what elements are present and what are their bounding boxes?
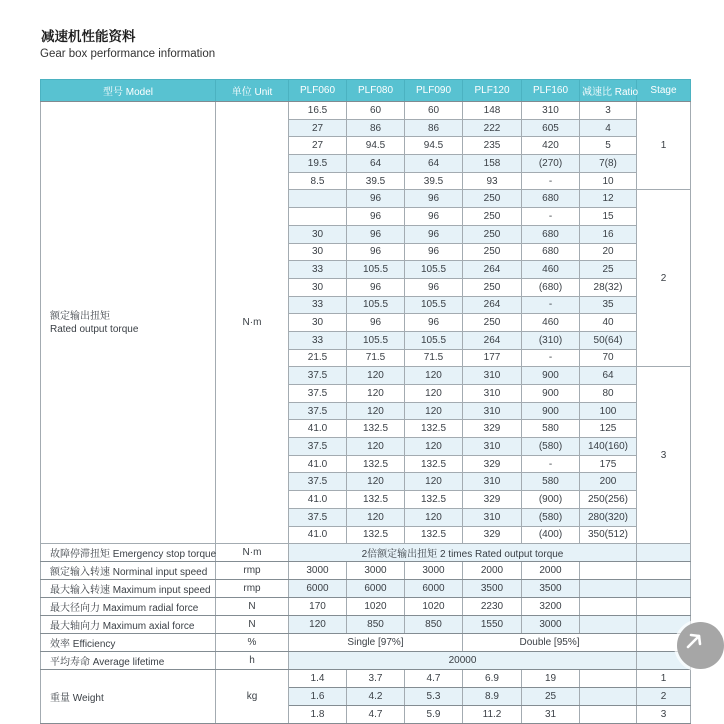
ratio-cell — [580, 688, 637, 706]
value-cell: 148 — [463, 102, 522, 120]
value-cell: 2000 — [522, 562, 580, 580]
value-cell: 19 — [522, 670, 580, 688]
value-cell: 93 — [463, 172, 522, 190]
value-cell: 605 — [522, 119, 580, 137]
spec-unit-cell: % — [216, 634, 289, 652]
stage-cell: 2 — [637, 688, 691, 706]
spec-unit-cell: rmp — [216, 562, 289, 580]
weight-label-cell: 重量 Weight — [41, 670, 216, 724]
value-cell: 33 — [289, 261, 347, 279]
value-cell — [289, 208, 347, 226]
value-cell: 158 — [463, 155, 522, 173]
value-cell: 580 — [522, 420, 580, 438]
stage-cell — [637, 598, 691, 616]
value-cell: 105.5 — [405, 296, 463, 314]
value-cell: - — [522, 208, 580, 226]
spec-label-cell: 额定输入转速 Norminal input speed — [41, 562, 216, 580]
value-cell: 329 — [463, 491, 522, 509]
table-row — [41, 634, 691, 652]
value-cell: 120 — [347, 508, 405, 526]
value-cell: 8.9 — [463, 688, 522, 706]
value-cell: 120 — [405, 367, 463, 385]
column-header-7: 减速比 Ratio — [580, 80, 637, 102]
value-cell: 94.5 — [347, 137, 405, 155]
value-cell: 96 — [347, 225, 405, 243]
value-cell: 41.0 — [289, 526, 347, 544]
value-cell: 11.2 — [463, 706, 522, 724]
value-cell: 30 — [289, 243, 347, 261]
ratio-cell: 280(320) — [580, 508, 637, 526]
page-title: 减速机性能资料 — [41, 29, 136, 44]
value-cell: 96 — [405, 314, 463, 332]
value-cell: 132.5 — [347, 455, 405, 473]
value-cell: 60 — [347, 102, 405, 120]
value-cell: 19.5 — [289, 155, 347, 173]
value-cell: 235 — [463, 137, 522, 155]
value-cell: 120 — [347, 385, 405, 403]
value-cell: - — [522, 349, 580, 367]
value-cell: 310 — [463, 367, 522, 385]
value-cell: - — [522, 455, 580, 473]
spec-unit-cell: N — [216, 616, 289, 634]
value-cell: 3500 — [522, 580, 580, 598]
value-cell: 1020 — [347, 598, 405, 616]
value-cell: 250 — [463, 225, 522, 243]
value-cell: 96 — [405, 208, 463, 226]
value-cell: 21.5 — [289, 349, 347, 367]
value-cell: (400) — [522, 526, 580, 544]
value-cell: 105.5 — [347, 261, 405, 279]
value-cell: 96 — [405, 243, 463, 261]
ratio-cell: 350(512) — [580, 526, 637, 544]
table-row — [41, 580, 691, 598]
table-body — [41, 102, 691, 724]
ratio-cell: 12 — [580, 190, 637, 208]
value-cell: 460 — [522, 314, 580, 332]
value-cell: 6000 — [289, 580, 347, 598]
value-cell: 1.4 — [289, 670, 347, 688]
value-cell: 86 — [405, 119, 463, 137]
value-cell: - — [522, 296, 580, 314]
value-cell: (580) — [522, 508, 580, 526]
value-cell: 105.5 — [405, 261, 463, 279]
value-cell: 5.9 — [405, 706, 463, 724]
value-cell: 222 — [463, 119, 522, 137]
ratio-cell: 200 — [580, 473, 637, 491]
value-cell: 680 — [522, 225, 580, 243]
value-cell: 250 — [463, 314, 522, 332]
stage-cell: 3 — [637, 706, 691, 724]
stage-cell: 2 — [637, 190, 691, 367]
spec-label-cell: 效率 Efficiency — [41, 634, 216, 652]
ratio-cell: 7(8) — [580, 155, 637, 173]
value-cell: (680) — [522, 278, 580, 296]
value-cell: 6000 — [347, 580, 405, 598]
ratio-cell: 5 — [580, 137, 637, 155]
stage-cell — [637, 580, 691, 598]
value-cell: 120 — [405, 508, 463, 526]
ratio-cell — [580, 670, 637, 688]
value-cell: 96 — [405, 278, 463, 296]
value-cell: 120 — [405, 402, 463, 420]
value-cell: 37.5 — [289, 508, 347, 526]
value-cell: (580) — [522, 438, 580, 456]
ratio-cell: 10 — [580, 172, 637, 190]
value-cell: 900 — [522, 385, 580, 403]
value-cell: 310 — [463, 385, 522, 403]
stage-cell — [637, 562, 691, 580]
value-cell: 31 — [522, 706, 580, 724]
value-cell: 310 — [463, 438, 522, 456]
value-cell: 177 — [463, 349, 522, 367]
value-cell: 96 — [405, 225, 463, 243]
value-cell: 310 — [463, 402, 522, 420]
ratio-cell: 3 — [580, 102, 637, 120]
value-cell: 580 — [522, 473, 580, 491]
value-cell: 64 — [347, 155, 405, 173]
value-cell: 105.5 — [347, 296, 405, 314]
weight-unit-cell: kg — [216, 670, 289, 724]
spec-unit-cell: h — [216, 652, 289, 670]
value-cell: 329 — [463, 420, 522, 438]
value-cell: 3000 — [289, 562, 347, 580]
value-cell: 96 — [347, 243, 405, 261]
value-cell: 86 — [347, 119, 405, 137]
table-container — [40, 79, 690, 724]
torque-label-cell — [41, 102, 216, 544]
ratio-cell: 125 — [580, 420, 637, 438]
value-cell: 170 — [289, 598, 347, 616]
spec-unit-cell: rmp — [216, 580, 289, 598]
spec-split-cell: Single [97%] — [289, 634, 463, 652]
value-cell: 16.5 — [289, 102, 347, 120]
value-cell: 33 — [289, 296, 347, 314]
value-cell: 6000 — [405, 580, 463, 598]
ratio-cell: 140(160) — [580, 438, 637, 456]
value-cell: 264 — [463, 296, 522, 314]
value-cell: 33 — [289, 331, 347, 349]
ratio-cell: 4 — [580, 119, 637, 137]
value-cell: 39.5 — [405, 172, 463, 190]
value-cell: 264 — [463, 331, 522, 349]
ratio-cell: 50(64) — [580, 331, 637, 349]
value-cell: 96 — [347, 314, 405, 332]
column-header-5: PLF120 — [463, 80, 522, 102]
ratio-cell: 250(256) — [580, 491, 637, 509]
ratio-cell: 64 — [580, 367, 637, 385]
value-cell: 37.5 — [289, 402, 347, 420]
value-cell: 5.3 — [405, 688, 463, 706]
value-cell: 310 — [463, 508, 522, 526]
value-cell: 94.5 — [405, 137, 463, 155]
ratio-cell: 15 — [580, 208, 637, 226]
value-cell: (310) — [522, 331, 580, 349]
spec-label-cell: 最大轴向力 Maximum axial force — [41, 616, 216, 634]
ratio-cell — [580, 598, 637, 616]
stage-cell: 1 — [637, 102, 691, 190]
value-cell: 420 — [522, 137, 580, 155]
value-cell: 105.5 — [405, 331, 463, 349]
column-header-8: Stage — [637, 80, 691, 102]
value-cell: 680 — [522, 243, 580, 261]
value-cell: 329 — [463, 526, 522, 544]
value-cell: 4.2 — [347, 688, 405, 706]
value-cell: 41.0 — [289, 420, 347, 438]
value-cell: 60 — [405, 102, 463, 120]
ratio-cell: 25 — [580, 261, 637, 279]
ratio-cell: 35 — [580, 296, 637, 314]
value-cell: 6.9 — [463, 670, 522, 688]
scroll-top-button[interactable] — [677, 622, 724, 669]
value-cell: 250 — [463, 278, 522, 296]
value-cell: 132.5 — [347, 420, 405, 438]
value-cell: 120 — [405, 385, 463, 403]
ratio-cell — [580, 580, 637, 598]
value-cell: 120 — [347, 367, 405, 385]
table-row — [41, 544, 691, 562]
ratio-cell: 20 — [580, 243, 637, 261]
value-cell: 680 — [522, 190, 580, 208]
column-header-3: PLF080 — [347, 80, 405, 102]
column-header-0: 型号 Model — [41, 80, 216, 102]
value-cell: - — [522, 172, 580, 190]
value-cell: 27 — [289, 137, 347, 155]
ratio-cell: 100 — [580, 402, 637, 420]
value-cell: 120 — [405, 473, 463, 491]
performance-table — [40, 79, 691, 724]
torque-unit-cell: N·m — [216, 102, 289, 544]
ratio-cell — [580, 562, 637, 580]
value-cell: 3500 — [463, 580, 522, 598]
value-cell: 41.0 — [289, 491, 347, 509]
value-cell: 1550 — [463, 616, 522, 634]
value-cell: 41.0 — [289, 455, 347, 473]
table-row — [41, 598, 691, 616]
value-cell: 2230 — [463, 598, 522, 616]
value-cell: 8.5 — [289, 172, 347, 190]
table-row — [41, 616, 691, 634]
ratio-cell: 16 — [580, 225, 637, 243]
ratio-cell: 80 — [580, 385, 637, 403]
spec-label-cell: 故障停滞扭矩 Emergency stop torque — [41, 544, 216, 562]
ratio-cell: 70 — [580, 349, 637, 367]
value-cell: 25 — [522, 688, 580, 706]
ratio-cell: 28(32) — [580, 278, 637, 296]
spec-merged-cell: 20000 — [289, 652, 637, 670]
ratio-cell: 40 — [580, 314, 637, 332]
ratio-cell: 175 — [580, 455, 637, 473]
value-cell: 27 — [289, 119, 347, 137]
value-cell: 900 — [522, 402, 580, 420]
value-cell: 1.6 — [289, 688, 347, 706]
value-cell: 37.5 — [289, 385, 347, 403]
value-cell: 96 — [405, 190, 463, 208]
value-cell: 132.5 — [405, 491, 463, 509]
value-cell: 3000 — [347, 562, 405, 580]
value-cell: 71.5 — [405, 349, 463, 367]
value-cell: 71.5 — [347, 349, 405, 367]
value-cell: 250 — [463, 243, 522, 261]
table-header — [41, 80, 691, 102]
ratio-cell — [580, 706, 637, 724]
value-cell: 132.5 — [347, 491, 405, 509]
spec-unit-cell: N·m — [216, 544, 289, 562]
value-cell: 120 — [405, 438, 463, 456]
spec-split-cell: Double [95%] — [463, 634, 637, 652]
value-cell: 310 — [522, 102, 580, 120]
spec-label-cell: 最大径向力 Maximum radial force — [41, 598, 216, 616]
value-cell: 96 — [347, 278, 405, 296]
value-cell: 132.5 — [405, 526, 463, 544]
ratio-cell — [580, 616, 637, 634]
value-cell: 4.7 — [405, 670, 463, 688]
value-cell: 64 — [405, 155, 463, 173]
spec-label-cell: 最大输入转速 Maximum input speed — [41, 580, 216, 598]
page-subtitle: Gear box performance information — [40, 48, 216, 60]
value-cell: 250 — [463, 208, 522, 226]
value-cell: 264 — [463, 261, 522, 279]
value-cell: 3.7 — [347, 670, 405, 688]
value-cell: 3000 — [405, 562, 463, 580]
value-cell: 132.5 — [405, 420, 463, 438]
header-row — [41, 80, 691, 102]
value-cell: 120 — [347, 473, 405, 491]
stage-cell: 1 — [637, 670, 691, 688]
value-cell: 96 — [347, 208, 405, 226]
table-row — [41, 102, 691, 120]
value-cell: 329 — [463, 455, 522, 473]
spec-unit-cell: N — [216, 598, 289, 616]
value-cell: 1020 — [405, 598, 463, 616]
value-cell: 39.5 — [347, 172, 405, 190]
value-cell: 132.5 — [347, 526, 405, 544]
value-cell: 250 — [463, 190, 522, 208]
value-cell: 460 — [522, 261, 580, 279]
value-cell: 900 — [522, 367, 580, 385]
value-cell: 310 — [463, 473, 522, 491]
spec-label-cell: 平均寿命 Average lifetime — [41, 652, 216, 670]
value-cell: 120 — [347, 438, 405, 456]
column-header-1: 单位 Unit — [216, 80, 289, 102]
value-cell: 120 — [289, 616, 347, 634]
value-cell: (270) — [522, 155, 580, 173]
value-cell: 30 — [289, 225, 347, 243]
value-cell: 30 — [289, 278, 347, 296]
spec-merged-cell: 2倍额定输出扭矩 2 times Rated output torque — [289, 544, 637, 562]
value-cell: 37.5 — [289, 438, 347, 456]
value-cell: 120 — [347, 402, 405, 420]
column-header-2: PLF060 — [289, 80, 347, 102]
value-cell: 30 — [289, 314, 347, 332]
value-cell — [289, 190, 347, 208]
torque-label-cn: 额定输出扭矩 — [50, 310, 110, 322]
value-cell: (900) — [522, 491, 580, 509]
value-cell: 850 — [405, 616, 463, 634]
value-cell: 850 — [347, 616, 405, 634]
value-cell: 105.5 — [347, 331, 405, 349]
value-cell: 132.5 — [405, 455, 463, 473]
stage-cell — [637, 544, 691, 562]
stage-cell: 3 — [637, 367, 691, 544]
value-cell: 2000 — [463, 562, 522, 580]
torque-label-en: Rated output torque — [50, 323, 139, 335]
table-row — [41, 562, 691, 580]
column-header-4: PLF090 — [405, 80, 463, 102]
table-row — [41, 670, 691, 688]
value-cell: 96 — [347, 190, 405, 208]
column-header-6: PLF160 — [522, 80, 580, 102]
table-row — [41, 652, 691, 670]
value-cell: 3000 — [522, 616, 580, 634]
value-cell: 4.7 — [347, 706, 405, 724]
value-cell: 37.5 — [289, 473, 347, 491]
value-cell: 1.8 — [289, 706, 347, 724]
value-cell: 3200 — [522, 598, 580, 616]
value-cell: 37.5 — [289, 367, 347, 385]
